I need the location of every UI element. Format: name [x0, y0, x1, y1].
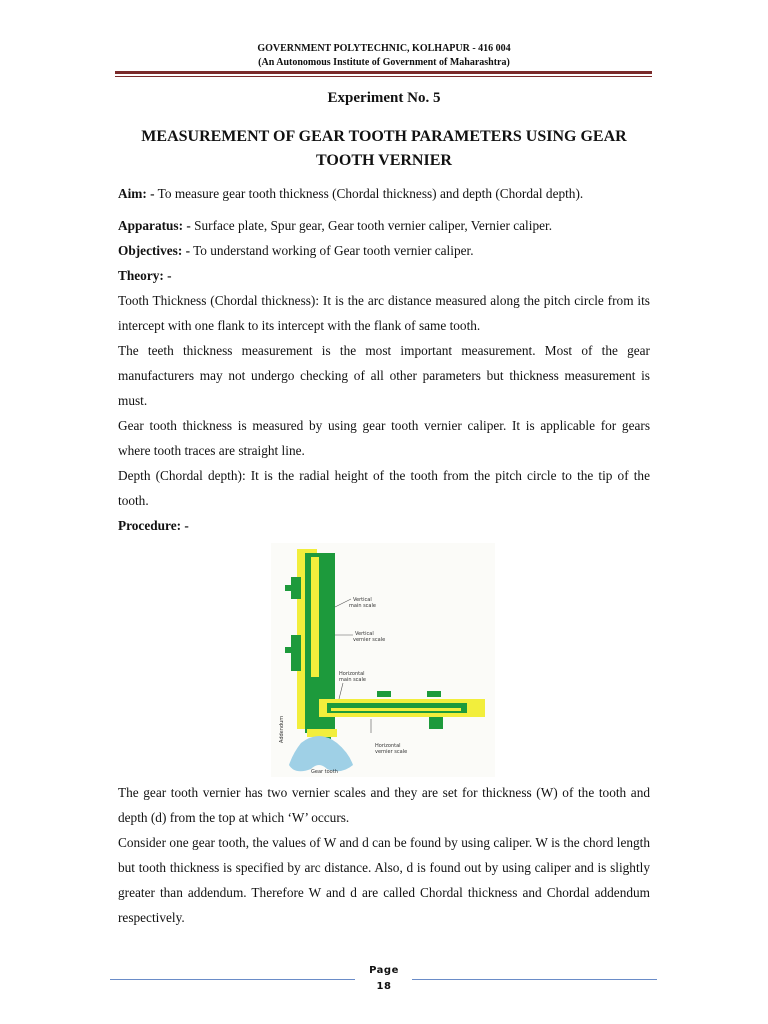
label-addendum: Addendum	[279, 715, 285, 743]
page-number	[344, 963, 424, 995]
aim-text: To measure gear tooth thickness (Chordal thickness) and depth (Chordal depth).	[154, 186, 584, 201]
procedure-label: Procedure: -	[118, 518, 189, 533]
footer-line-right	[412, 979, 657, 980]
header-rule-thick	[115, 71, 652, 74]
apparatus-text: Surface plate, Spur gear, Gear tooth vernier caliper, Vernier caliper.	[190, 218, 553, 233]
aim-label: Aim: -	[118, 186, 155, 201]
apparatus-label: Apparatus: -	[118, 218, 191, 233]
theory-label: Theory: -	[118, 268, 172, 283]
label-horizontal-vernier-scale: Horizontal vernier scale	[375, 743, 408, 755]
label-gear-tooth: Gear tooth	[311, 769, 338, 775]
page-word: Page	[369, 965, 399, 976]
label-vertical-vernier-scale: Vertical vernier scale	[353, 631, 386, 643]
aim-paragraph	[118, 181, 650, 206]
footer-line-left	[110, 979, 355, 980]
theory-paragraph: The teeth thickness measurement is the most important measurement. Most of the gear manufacturers may not undergo checking of all other parameters but thickness measurement is must.	[118, 343, 650, 408]
experiment-title: MEASUREMENT OF GEAR TOOTH PARAMETERS USING GEAR TOOTH VERNIER	[141, 128, 627, 169]
after-figure-section	[118, 780, 650, 930]
objectives-label: Objectives: -	[118, 243, 190, 258]
label-horizontal-main-scale: Horizontal main scale	[339, 671, 366, 683]
body-paragraph: Consider one gear tooth, the values of W and d can be found by using caliper. W is the chord length but tooth thickness is specified by arc distance. Also, d is found out by using caliper and is slightly greater than addendum. Therefore W and d are called Chordal thickness and Chordal addendum respectively.	[118, 835, 650, 925]
theory-paragraph: Gear tooth thickness is measured by using gear tooth vernier caliper. It is applicable for gears where tooth traces are straight line.	[118, 418, 650, 458]
header-rule-thin	[115, 76, 652, 77]
theory-paragraph: Tooth Thickness (Chordal thickness): It is the arc distance measured along the pitch circle from its intercept with one flank to its intercept with the flank of same tooth.	[118, 293, 650, 333]
theory-paragraph: Depth (Chordal depth): It is the radial height of the tooth from the pitch circle to the tip of the tooth.	[118, 468, 650, 508]
institute-subtitle: (An Autonomous Institute of Government of Maharashtra)	[258, 57, 510, 68]
gear-tooth-vernier-figure	[271, 543, 495, 777]
page-number-value: 18	[376, 981, 392, 992]
objectives-text: To understand working of Gear tooth vernier caliper.	[190, 243, 474, 258]
gear-tooth-vernier-diagram	[271, 543, 495, 777]
intro-section	[118, 213, 650, 538]
body-paragraph: The gear tooth vernier has two vernier scales and they are set for thickness (W) of the tooth and depth (d) from the top at which ‘W’ occurs.	[118, 785, 650, 825]
label-vertical-main-scale: Vertical main scale	[349, 597, 376, 609]
experiment-number: Experiment No. 5	[327, 90, 441, 106]
institute-header	[0, 42, 768, 70]
institute-name: GOVERNMENT POLYTECHNIC, KOLHAPUR - 416 004	[257, 43, 511, 54]
